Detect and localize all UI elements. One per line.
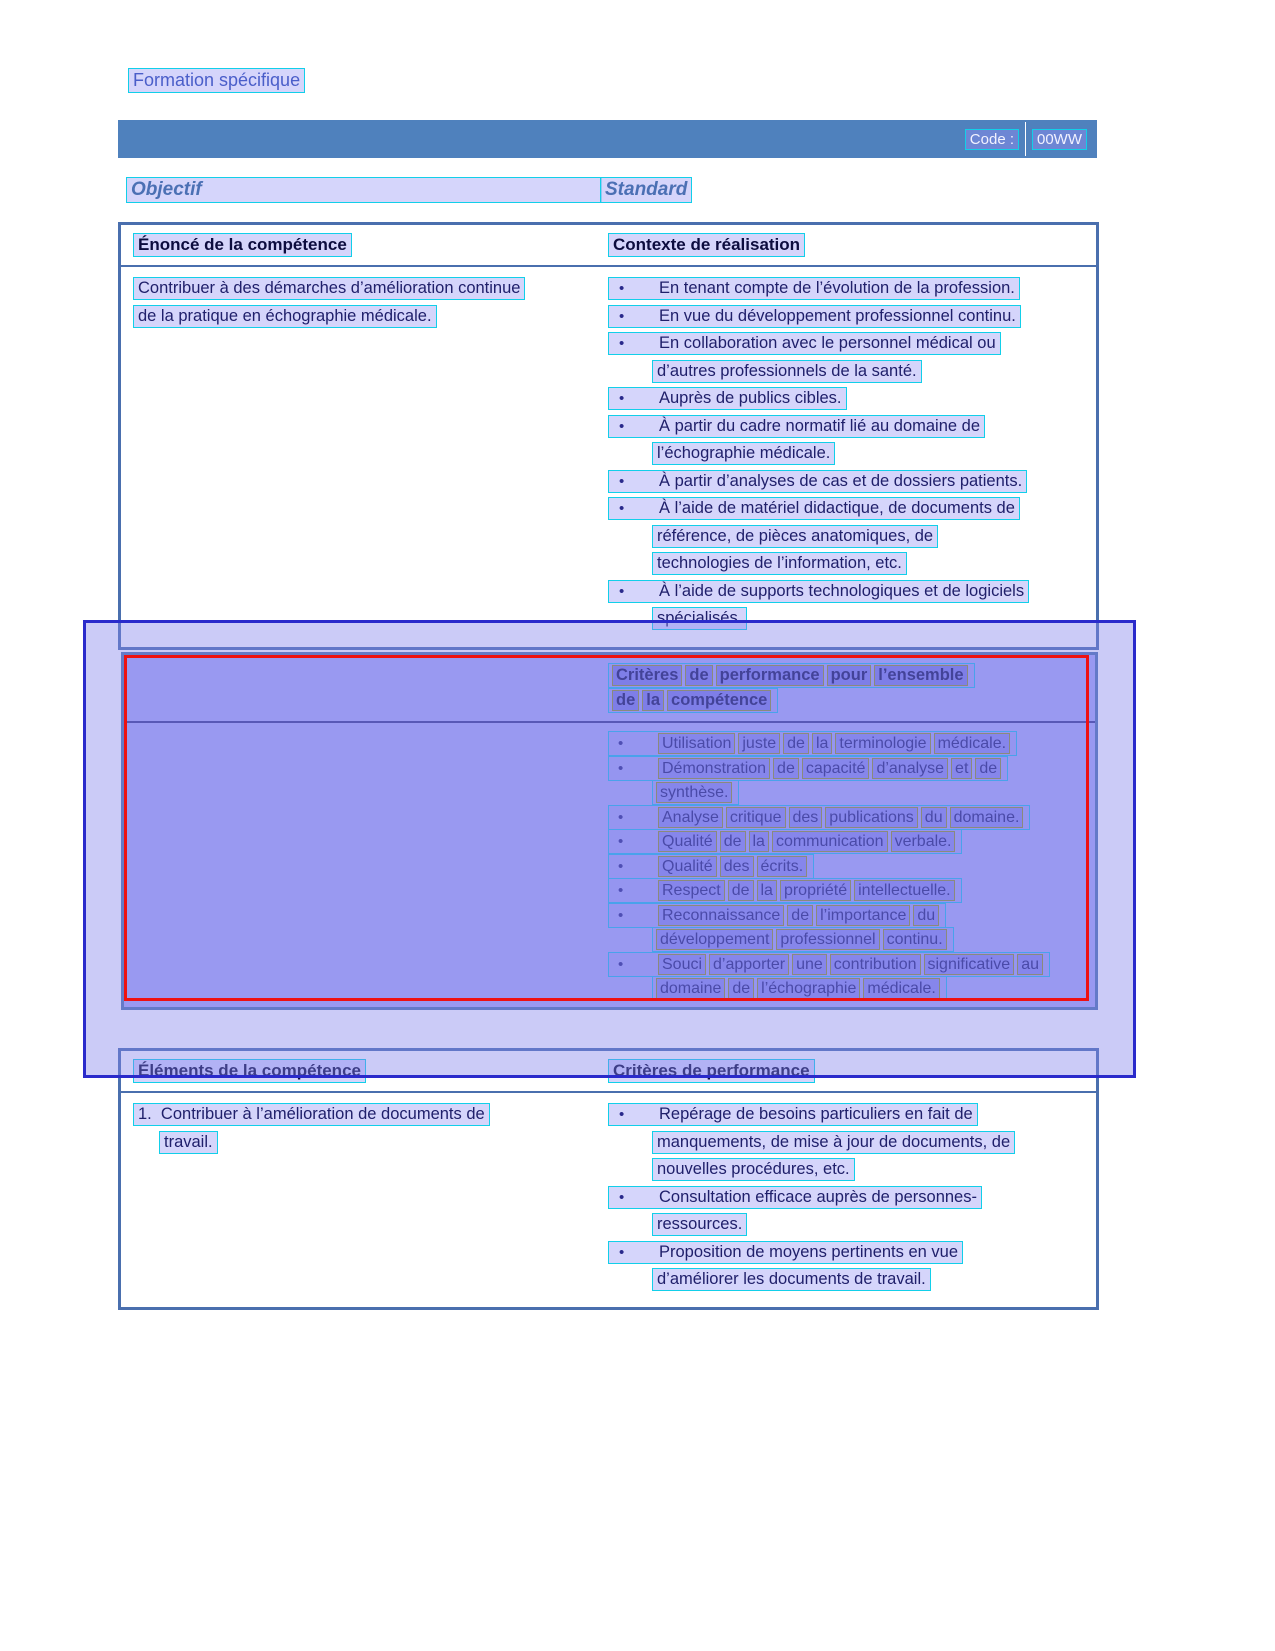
elements-table xyxy=(118,1048,1099,1310)
code-label: Code : xyxy=(969,130,1014,148)
word-highlight: Analyse xyxy=(658,807,723,828)
bullet-icon: • xyxy=(619,390,625,407)
word-highlight: médicale. xyxy=(863,978,939,999)
word-highlight: de xyxy=(612,690,639,711)
bullet-line: • En vue du développement professionnel continu. xyxy=(608,305,1021,328)
word-highlight: Reconnaissance xyxy=(658,905,784,926)
text-line: d’améliorer les documents de travail. xyxy=(652,1268,931,1291)
title-bar xyxy=(118,120,1097,158)
bullet-icon: • xyxy=(618,857,624,875)
code-label-highlight xyxy=(965,129,1019,150)
word-highlight: Respect xyxy=(658,880,725,901)
statement-cell xyxy=(133,277,603,332)
word-highlight: d’analyse xyxy=(872,758,948,779)
word-highlight: Souci xyxy=(658,954,706,975)
word-highlight: publications xyxy=(825,807,918,828)
word-highlight: de xyxy=(975,758,1001,779)
word-highlight: l’ensemble xyxy=(874,665,967,686)
word-highlight: et xyxy=(951,758,972,779)
word-highlight: des xyxy=(789,807,823,828)
word-highlight: du xyxy=(913,905,939,926)
section-label xyxy=(128,68,305,93)
context-header: Contexte de réalisation xyxy=(608,233,805,257)
section-label-text: Formation spécifique xyxy=(133,70,301,90)
element-cell xyxy=(133,1103,603,1158)
bullet-icon: • xyxy=(619,472,625,490)
competence-table-header xyxy=(121,225,1096,267)
bullet-icon: • xyxy=(619,1106,625,1123)
word-highlight: de xyxy=(787,905,813,926)
word-highlight: domaine xyxy=(656,978,725,999)
text-line: nouvelles procédures, etc. xyxy=(652,1158,855,1181)
statement-header: Énoncé de la compétence xyxy=(133,233,352,257)
bullet-line: • À l’aide de supports technologiques et de logiciels xyxy=(608,580,1029,603)
bullet-icon: • xyxy=(619,1243,625,1261)
objectif-title: Objectif xyxy=(131,179,202,200)
word-highlight: la xyxy=(749,831,769,852)
code-area xyxy=(965,124,1087,154)
criteria-header: Critères de performance xyxy=(608,1059,815,1083)
bullet-line: • En collaboration avec le personnel médical ou xyxy=(608,332,1001,355)
bullet-line: • Auprès de publics cibles. xyxy=(608,387,847,410)
text-line: ressources. xyxy=(652,1213,747,1236)
word-highlight: de xyxy=(728,978,754,999)
bullet-icon: • xyxy=(619,582,625,600)
word-highlight: de xyxy=(720,831,746,852)
word-highlight: une xyxy=(792,954,827,975)
text-line: référence, de pièces anatomiques, de xyxy=(652,525,938,548)
word-line-highlight xyxy=(608,688,778,713)
bullet-line xyxy=(608,829,962,854)
word-highlight: de xyxy=(773,758,799,779)
word-highlight: d’apporter xyxy=(709,954,789,975)
word-highlight: communication xyxy=(772,831,888,852)
bullet-line xyxy=(608,903,946,928)
word-highlight: significative xyxy=(924,954,1015,975)
word-line-highlight xyxy=(608,663,975,688)
header-divider xyxy=(124,721,1095,723)
word-highlight: domaine. xyxy=(950,807,1024,828)
word-highlight: professionnel xyxy=(776,929,879,950)
word-highlight: intellectuelle. xyxy=(854,880,955,901)
word-highlight: écrits. xyxy=(757,856,808,877)
bullet-icon: • xyxy=(619,280,625,297)
code-value-highlight xyxy=(1032,129,1087,150)
bullet-line xyxy=(608,952,1050,977)
bullet-icon: • xyxy=(619,417,625,435)
standard-title-highlight xyxy=(600,177,692,203)
text-line: manquements, de mise à jour de documents, de xyxy=(652,1131,1015,1154)
text-line: travail. xyxy=(159,1131,218,1154)
bullet-line xyxy=(608,854,814,879)
line-highlight xyxy=(128,68,305,93)
word-highlight: verbale. xyxy=(891,831,956,852)
bullet-icon: • xyxy=(619,307,625,325)
word-highlight: l’échographie xyxy=(757,978,860,999)
bullet-icon: • xyxy=(618,955,624,973)
bullet-line: • Repérage de besoins particuliers en fait de xyxy=(608,1103,978,1126)
bullet-line: • Consultation efficace auprès de personnes- xyxy=(608,1186,982,1209)
word-highlight: l’importance xyxy=(816,905,910,926)
bullet-line: • Proposition de moyens pertinents en vue xyxy=(608,1241,963,1264)
word-line-highlight xyxy=(652,976,947,1001)
word-highlight: Démonstration xyxy=(658,758,770,779)
word-highlight: Qualité xyxy=(658,831,717,852)
bullet-icon: • xyxy=(619,500,625,517)
word-highlight: continu. xyxy=(883,929,947,950)
performance-criteria-header xyxy=(608,663,1078,712)
criteria-cell xyxy=(608,1103,1086,1296)
word-highlight: des xyxy=(720,856,754,877)
bullet-line xyxy=(608,878,962,903)
text-line: 1. Contribuer à l’amélioration de documents de xyxy=(133,1103,490,1126)
bullet-line xyxy=(608,805,1030,830)
bullet-icon: • xyxy=(618,833,624,850)
bullet-icon: • xyxy=(619,335,625,352)
word-highlight: critique xyxy=(726,807,786,828)
bullet-line: • À partir d’analyses de cas et de dossiers patients. xyxy=(608,470,1027,493)
bullet-icon: • xyxy=(619,1188,625,1206)
text-line: de la pratique en échographie médicale. xyxy=(133,305,437,328)
word-highlight: Qualité xyxy=(658,856,717,877)
bullet-icon: • xyxy=(618,759,624,777)
word-highlight: du xyxy=(921,807,947,828)
bullet-line: • En tenant compte de l’évolution de la profession. xyxy=(608,277,1020,300)
word-highlight: la xyxy=(812,733,832,754)
word-highlight: capacité xyxy=(802,758,870,779)
word-highlight: médicale. xyxy=(934,733,1010,754)
bullet-icon: • xyxy=(618,906,624,924)
word-highlight: juste xyxy=(738,733,780,754)
text-line: spécialisés. xyxy=(652,607,747,630)
performance-criteria-table xyxy=(121,652,1098,1010)
word-highlight: Critères xyxy=(612,665,682,686)
word-highlight: au xyxy=(1017,954,1043,975)
context-cell xyxy=(608,277,1086,635)
word-line-highlight xyxy=(652,780,739,805)
elements-table-header xyxy=(121,1051,1096,1093)
word-highlight: pour xyxy=(827,665,872,686)
bullet-icon: • xyxy=(618,808,624,826)
word-highlight: terminologie xyxy=(835,733,930,754)
word-line-highlight xyxy=(652,927,954,952)
word-highlight: performance xyxy=(716,665,824,686)
word-highlight: contribution xyxy=(830,954,921,975)
text-line: Contribuer à des démarches d’amélioration continue xyxy=(133,277,525,300)
word-highlight: de xyxy=(728,880,754,901)
word-highlight: de xyxy=(685,665,712,686)
text-line: d’autres professionnels de la santé. xyxy=(652,360,922,383)
divider-line xyxy=(1025,122,1026,156)
word-highlight: la xyxy=(642,690,664,711)
bullet-line: • À partir du cadre normatif lié au domaine de xyxy=(608,415,985,438)
word-highlight: propriété xyxy=(780,880,851,901)
performance-criteria-list xyxy=(608,731,1086,1001)
objectif-title-highlight xyxy=(126,177,602,203)
word-highlight: de xyxy=(783,733,809,754)
bullet-line: • À l’aide de matériel didactique, de documents de xyxy=(608,497,1020,520)
text-line: technologies de l’information, etc. xyxy=(652,552,907,575)
bullet-icon: • xyxy=(618,735,624,752)
word-highlight: synthèse. xyxy=(656,782,732,803)
word-highlight: Utilisation xyxy=(658,733,735,754)
competence-table xyxy=(118,222,1099,650)
bullet-icon: • xyxy=(618,882,624,899)
code-value: 00WW xyxy=(1037,130,1082,148)
bullet-line xyxy=(608,756,1008,781)
bullet-line xyxy=(608,731,1017,756)
word-highlight: la xyxy=(757,880,777,901)
word-highlight: développement xyxy=(656,929,773,950)
word-highlight: compétence xyxy=(667,690,771,711)
standard-title: Standard xyxy=(605,179,688,200)
elements-header: Éléments de la compétence xyxy=(133,1059,366,1083)
text-line: l’échographie médicale. xyxy=(652,442,835,465)
column-titles-row xyxy=(0,177,1275,207)
